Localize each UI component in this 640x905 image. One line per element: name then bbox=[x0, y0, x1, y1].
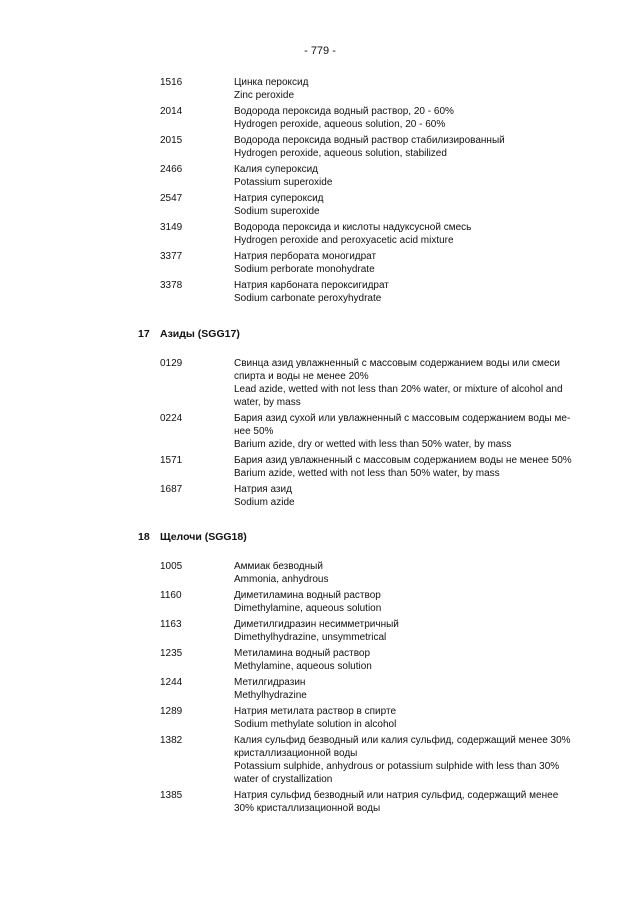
substance-name bbox=[234, 105, 569, 131]
substance-name-line: Methylhydrazine bbox=[234, 690, 307, 701]
list-item bbox=[0, 412, 640, 451]
list-item bbox=[0, 221, 640, 247]
entry-list-section-17 bbox=[0, 357, 640, 512]
un-code: 2015 bbox=[160, 135, 183, 146]
substance-name-line: Dimethylamine, aqueous solution bbox=[234, 603, 382, 614]
substance-name-line: Sodium carbonate peroxyhydrate bbox=[234, 293, 382, 304]
substance-name-line: Hydrogen peroxide and peroxyacetic acid mixture bbox=[234, 235, 454, 246]
substance-name-line: Ammonia, anhydrous bbox=[234, 574, 329, 585]
list-item bbox=[0, 789, 640, 815]
section-title: Щелочи (SGG18) bbox=[160, 531, 247, 543]
section-number: 18 bbox=[138, 531, 150, 543]
list-item bbox=[0, 192, 640, 218]
substance-name-line: Barium azide, wetted with not less than 50% water, by mass bbox=[234, 468, 500, 479]
un-code: 3377 bbox=[160, 251, 183, 262]
list-item bbox=[0, 163, 640, 189]
list-item bbox=[0, 134, 640, 160]
substance-name-line: water, by mass bbox=[234, 397, 301, 408]
substance-name-line: Dimethylhydrazine, unsymmetrical bbox=[234, 632, 387, 643]
substance-name bbox=[234, 454, 572, 480]
list-item bbox=[0, 734, 640, 786]
substance-name-line: нее 50% bbox=[234, 426, 274, 437]
substance-name-line: спирта и воды не менее 20% bbox=[234, 371, 369, 382]
substance-name-line: Hydrogen peroxide, aqueous solution, 20 - 60% bbox=[234, 119, 446, 130]
un-code: 1516 bbox=[160, 77, 183, 88]
list-item bbox=[0, 250, 640, 276]
list-item bbox=[0, 647, 640, 673]
substance-name-line: Натрия азид bbox=[234, 484, 292, 495]
list-item bbox=[0, 454, 640, 480]
substance-name bbox=[234, 192, 569, 218]
substance-name-line: Водорода пероксида водный раствор, 20 - 60% bbox=[234, 106, 454, 117]
substance-name-line: Натрия пербората моногидрат bbox=[234, 251, 377, 262]
substance-name-line: Бария азид сухой или увлажненный с массовым содержанием воды ме- bbox=[234, 413, 571, 424]
substance-name-line: Натрия метилата раствор в спирте bbox=[234, 706, 397, 717]
un-code: 1687 bbox=[160, 484, 183, 495]
substance-name-line: Водорода пероксида и кислоты надуксусной смесь bbox=[234, 222, 472, 233]
list-item bbox=[0, 676, 640, 702]
un-code: 1385 bbox=[160, 790, 183, 801]
list-item bbox=[0, 560, 640, 586]
substance-name bbox=[234, 647, 569, 673]
un-code: 2547 bbox=[160, 193, 183, 204]
un-code: 1244 bbox=[160, 677, 183, 688]
list-item bbox=[0, 483, 640, 509]
un-code: 0224 bbox=[160, 413, 183, 424]
substance-name-line: Диметилгидразин несимметричный bbox=[234, 619, 399, 630]
substance-name-line: Methylamine, aqueous solution bbox=[234, 661, 372, 672]
un-code: 1163 bbox=[160, 619, 182, 630]
substance-name-line: Натрия супероксид bbox=[234, 193, 324, 204]
un-code: 1382 bbox=[160, 735, 183, 746]
substance-name-line: Potassium sulphide, anhydrous or potassium sulphide with less than 30% bbox=[234, 761, 560, 772]
substance-name bbox=[234, 589, 569, 615]
substance-name bbox=[234, 560, 569, 586]
un-code: 1160 bbox=[160, 590, 182, 601]
list-item bbox=[0, 105, 640, 131]
substance-name-line: Sodium azide bbox=[234, 497, 295, 508]
substance-name-line: Barium azide, dry or wetted with less than 50% water, by mass bbox=[234, 439, 512, 450]
substance-name-line: кристаллизационной воды bbox=[234, 748, 358, 759]
un-code: 1571 bbox=[160, 455, 183, 466]
substance-name-line: Натрия карбоната пероксигидрат bbox=[234, 280, 389, 291]
un-code: 3149 bbox=[160, 222, 183, 233]
substance-name-line: 30% кристаллизационной воды bbox=[234, 803, 381, 814]
substance-name bbox=[234, 221, 569, 247]
substance-name-line: Диметиламина водный раствор bbox=[234, 590, 381, 601]
substance-name bbox=[234, 618, 569, 644]
list-item bbox=[0, 76, 640, 102]
substance-name-line: Zinc peroxide bbox=[234, 90, 295, 101]
un-code: 3378 bbox=[160, 280, 183, 291]
substance-name-line: Метиламина водный раствор bbox=[234, 648, 371, 659]
un-code: 0129 bbox=[160, 358, 183, 369]
un-code: 1235 bbox=[160, 648, 183, 659]
substance-name-line: Sodium methylate solution in alcohol bbox=[234, 719, 397, 730]
substance-name-line: water of crystallization bbox=[234, 774, 333, 785]
substance-name bbox=[234, 734, 569, 786]
substance-name-line: Водорода пероксида водный раствор стабилизированный bbox=[234, 135, 505, 146]
substance-name bbox=[234, 483, 569, 509]
substance-name bbox=[234, 76, 569, 102]
list-item bbox=[0, 589, 640, 615]
substance-name bbox=[234, 357, 569, 409]
substance-name-line: Sodium superoxide bbox=[234, 206, 320, 217]
section-number: 17 bbox=[138, 328, 150, 340]
page-number: - 779 - bbox=[304, 45, 336, 57]
entry-list-section-18 bbox=[0, 560, 640, 818]
substance-name-line: Potassium superoxide bbox=[234, 177, 333, 188]
section-title: Азиды (SGG17) bbox=[160, 328, 240, 340]
substance-name-line: Натрия сульфид безводный или натрия сульфид, содержащий менее bbox=[234, 790, 559, 801]
substance-name-line: Метилгидразин bbox=[234, 677, 306, 688]
un-code: 2466 bbox=[160, 164, 183, 175]
list-item bbox=[0, 618, 640, 644]
substance-name-line: Бария азид увлажненный с массовым содержанием воды не менее 50% bbox=[234, 455, 572, 466]
substance-name-line: Аммиак безводный bbox=[234, 561, 323, 572]
substance-name bbox=[234, 412, 569, 451]
substance-name bbox=[234, 134, 569, 160]
substance-name-line: Калия супероксид bbox=[234, 164, 319, 175]
un-code: 1005 bbox=[160, 561, 183, 572]
substance-name bbox=[234, 676, 569, 702]
substance-name-line: Свинца азид увлажненный с массовым содержанием воды или смеси bbox=[234, 358, 560, 369]
substance-name-line: Sodium perborate monohydrate bbox=[234, 264, 375, 275]
substance-name bbox=[234, 163, 569, 189]
list-item bbox=[0, 705, 640, 731]
substance-name-line: Hydrogen peroxide, aqueous solution, stabilized bbox=[234, 148, 447, 159]
un-code: 2014 bbox=[160, 106, 183, 117]
substance-name-line: Калия сульфид безводный или калия сульфид, содержащий менее 30% bbox=[234, 735, 571, 746]
un-code: 1289 bbox=[160, 706, 183, 717]
substance-name bbox=[234, 279, 569, 305]
list-item bbox=[0, 279, 640, 305]
substance-name bbox=[234, 250, 569, 276]
entry-list-continued bbox=[0, 76, 640, 308]
substance-name bbox=[234, 789, 569, 815]
substance-name-line: Цинка пероксид bbox=[234, 77, 309, 88]
substance-name bbox=[234, 705, 569, 731]
list-item bbox=[0, 357, 640, 409]
substance-name-line: Lead azide, wetted with not less than 20% water, or mixture of alcohol and bbox=[234, 384, 563, 395]
